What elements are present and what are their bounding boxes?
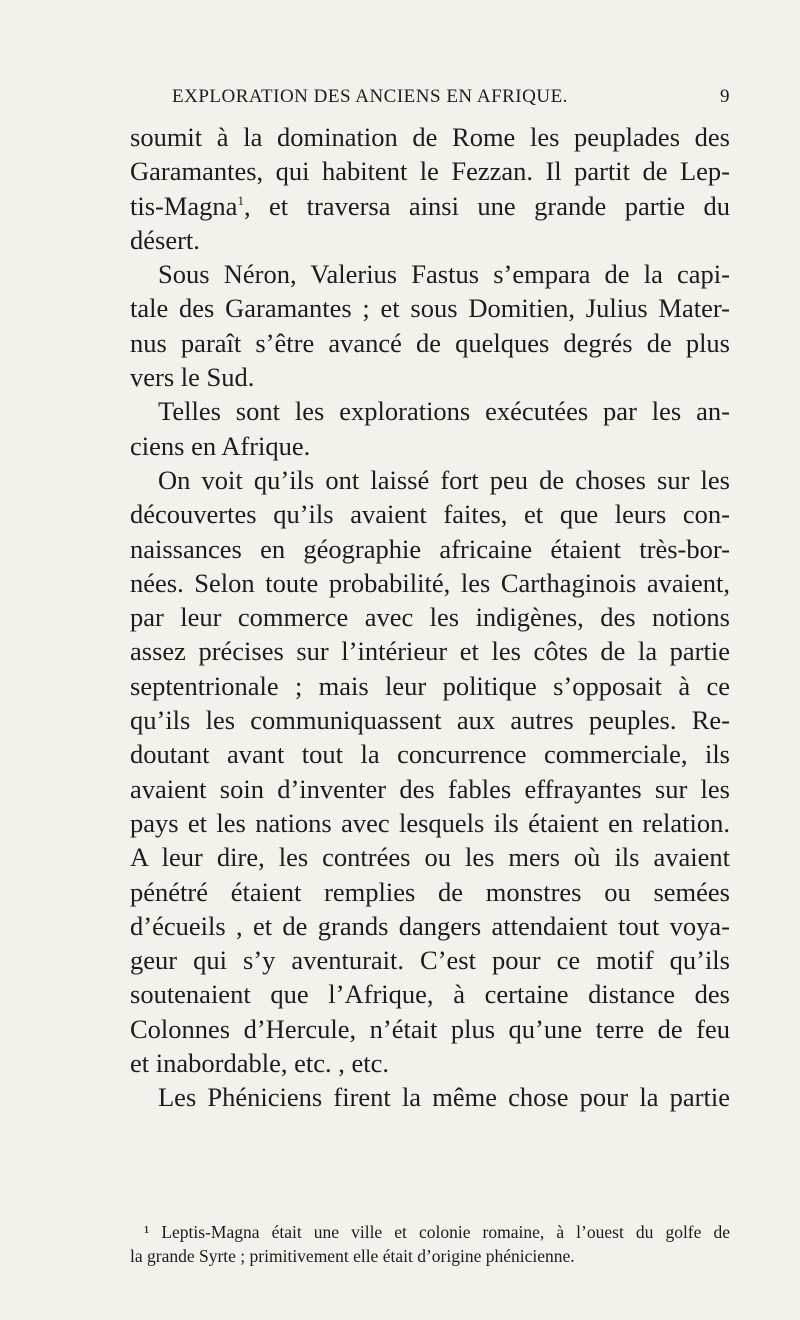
body-text (130, 120, 730, 1115)
text-line: soumit à la domination de Rome les peuplades des (130, 122, 730, 152)
text-line: pénétré étaient remplies de monstres ou semées (130, 876, 730, 907)
text-line: avaient soin d’inventer des fables effrayantes sur les (130, 773, 730, 804)
text-line: On voit qu’ils ont laissé fort peu de choses sur les (158, 464, 730, 495)
footnote-reference: 1 (237, 192, 244, 208)
text-line: et inabordable, etc. , etc. (130, 1048, 389, 1079)
text-line: nus paraît s’être avancé de quelques degrés de plus (130, 327, 730, 358)
text-span: tis-Magna (130, 190, 238, 221)
text-line: pays et les nations avec lesquels ils étaient en relation. (130, 807, 730, 838)
text-line: A leur dire, les contrées ou les mers où ils avaient (130, 842, 730, 873)
text-line: doutant avant tout la concurrence commerciale, ils (130, 739, 730, 770)
running-head (130, 86, 730, 110)
footnote-text: Leptis-Magna était une ville et colonie romaine, à l’ouest du golfe de (161, 1222, 730, 1242)
text-line: par leur commerce avec les indigènes, des notions (130, 602, 730, 633)
text-line: ciens en Afrique. (130, 430, 311, 461)
footnote-marker: ¹ (144, 1222, 150, 1242)
text-line: Telles sont les explorations exécutées par les an- (158, 396, 730, 427)
footnote-line (130, 1220, 730, 1244)
text-line (130, 189, 730, 223)
text-line: geur qui s’y aventurait. C’est pour ce motif qu’ils (130, 945, 730, 976)
text-line: soutenaient que l’Afrique, à certaine distance des (130, 979, 730, 1010)
footnote-line: la grande Syrte ; primitivement elle était d’origine phénicienne. (130, 1246, 575, 1266)
text-line: naissances en géographie africaine étaient très-bor- (130, 533, 730, 564)
page-number: 9 (720, 86, 730, 107)
running-title: EXPLORATION DES ANCIENS EN AFRIQUE. (172, 86, 568, 107)
text-line: assez précises sur l’intérieur et les côtes de la partie (130, 636, 730, 667)
text-line: nées. Selon toute probabilité, les Carthaginois avaient, (130, 567, 730, 598)
text-line: vers le Sud. (130, 362, 255, 393)
text-line: qu’ils les communiquassent aux autres peuples. Re- (130, 705, 730, 736)
text-line: découvertes qu’ils avaient faites, et que leurs con- (130, 499, 730, 530)
text-line: d’écueils , et de grands dangers attendaient tout voya- (130, 910, 730, 941)
text-line: Colonnes d’Hercule, n’était plus qu’une terre de feu (130, 1013, 730, 1044)
text-line: Les Phéniciens firent la même chose pour la partie (158, 1082, 730, 1113)
text-line: tale des Garamantes ; et sous Domitien, Julius Mater- (130, 293, 730, 324)
text-line: désert. (130, 224, 200, 255)
footnotes (130, 1220, 730, 1268)
text-line: Sous Néron, Valerius Fastus s’empara de la capi- (158, 259, 730, 290)
text-span: , et traversa ainsi une grande partie du (243, 190, 730, 221)
text-line: septentrionale ; mais leur politique s’opposait à ce (130, 670, 730, 701)
text-line: Garamantes, qui habitent le Fezzan. Il partit de Lep- (130, 156, 730, 187)
